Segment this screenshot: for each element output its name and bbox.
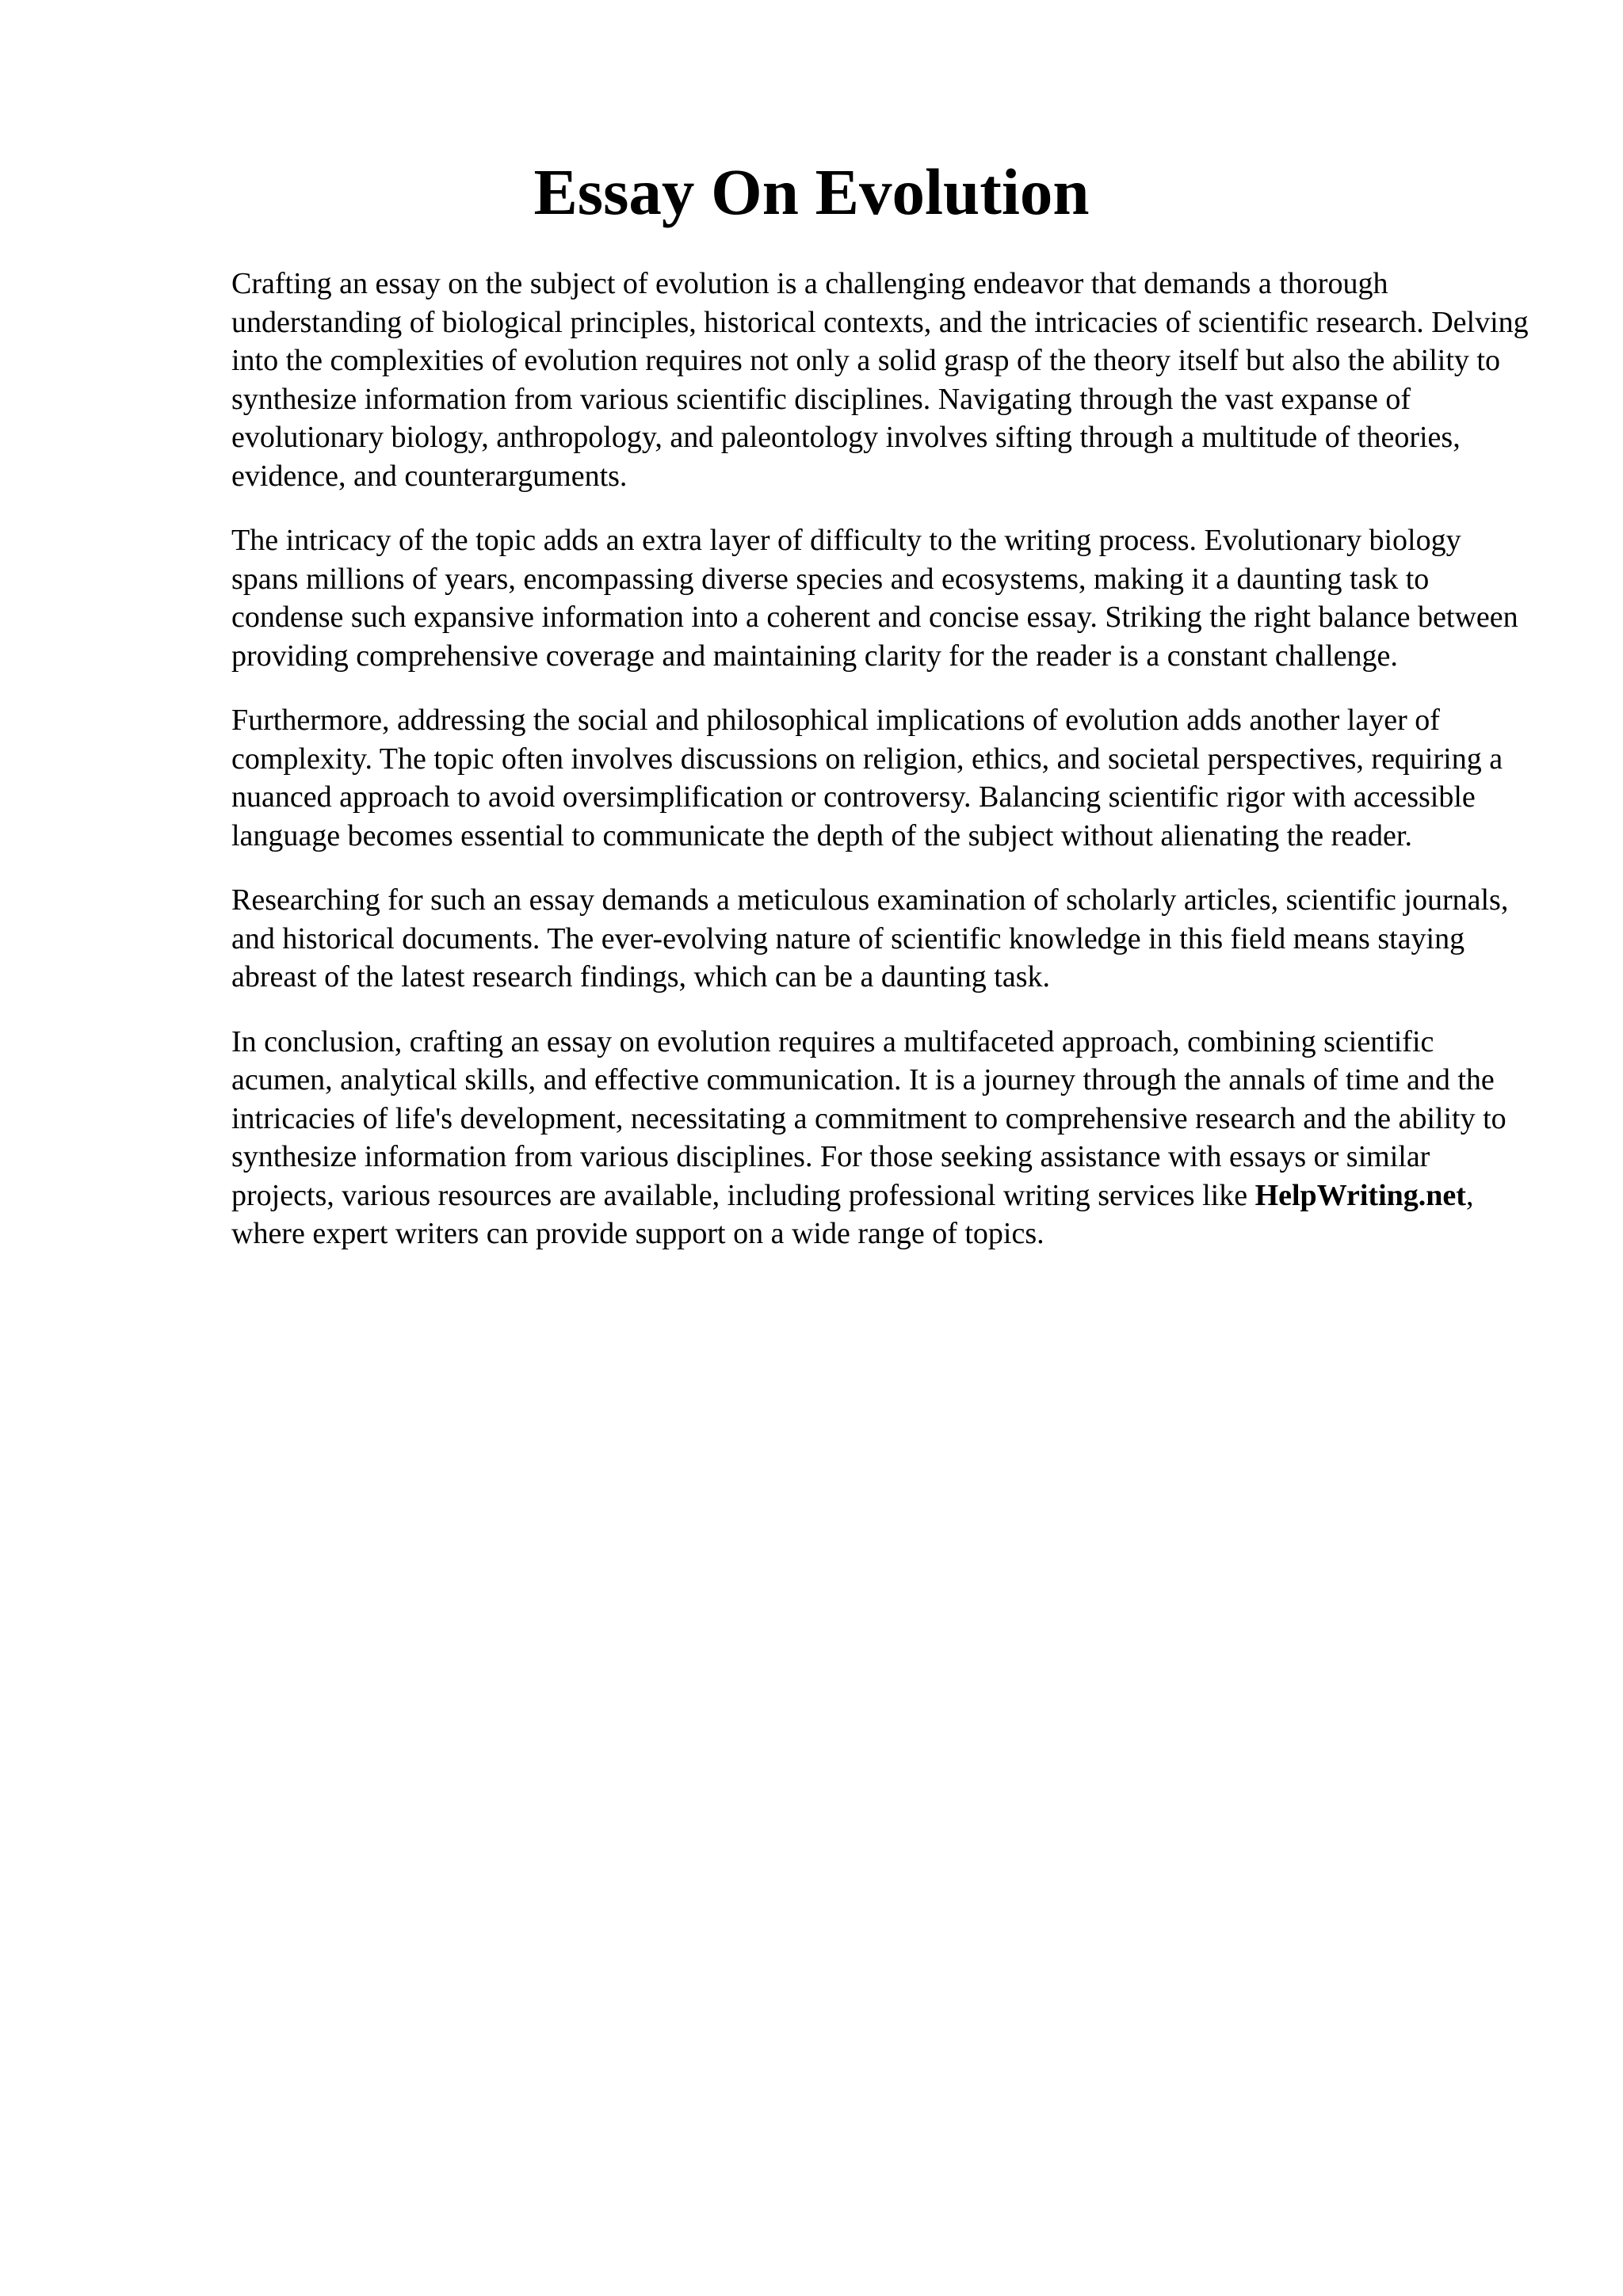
conclusion-text-after: , where expert writers can provide support on a wide range of topics.	[231, 1178, 1474, 1250]
paragraph-conclusion	[231, 1023, 1531, 1253]
conclusion-text-before: In conclusion, crafting an essay on evolution requires a multifaceted approach, combining scientific acumen, analytical skills, and effective communication. It is a journey through the annals of time and the intricacies of life's development, necessitating a commitment to comprehensive research and the ability to synthesize information from various disciplines. For those seeking assistance with essays or similar projects, various resources are available, including professional writing services like	[231, 1024, 1507, 1212]
paragraph-4: Researching for such an essay demands a meticulous examination of scholarly articles, scientific journals, and historical documents. The ever-evolving nature of scientific knowledge in this field means staying abreast of the latest research findings, which can be a daunting task.	[231, 883, 1509, 994]
page-title: Essay On Evolution	[533, 155, 1090, 228]
paragraph-1: Crafting an essay on the subject of evolution is a challenging endeavor that demands a thorough understanding of biological principles, historical contexts, and the intricacies of scientific research. Delving into the complexities of evolution requires not only a solid grasp of the theory itself but also the ability to synthesize information from various scientific disciplines. Navigating through the vast expanse of evolutionary biology, anthropology, and paleontology involves sifting through a multitude of theories, evidence, and counterarguments.	[231, 267, 1529, 493]
paragraph-3: Furthermore, addressing the social and philosophical implications of evolution adds another layer of complexity. The topic often involves discussions on religion, ethics, and societal perspectives, requiring a nuanced approach to avoid oversimplification or controversy. Balancing scientific rigor with accessible language becomes essential to communicate the depth of the subject without alienating the reader.	[231, 704, 1503, 852]
essay-body	[231, 265, 1531, 1280]
helpwriting-link[interactable]: HelpWriting.net	[1254, 1178, 1466, 1212]
paragraph-2: The intricacy of the topic adds an extra layer of difficulty to the writing process. Evolutionary biology spans millions of years, encompassing diverse species and ecosystems, making it a daunting task to condense such expansive information into a coherent and concise essay. Striking the right balance between providing comprehensive coverage and maintaining clarity for the reader is a constant challenge.	[231, 524, 1518, 673]
